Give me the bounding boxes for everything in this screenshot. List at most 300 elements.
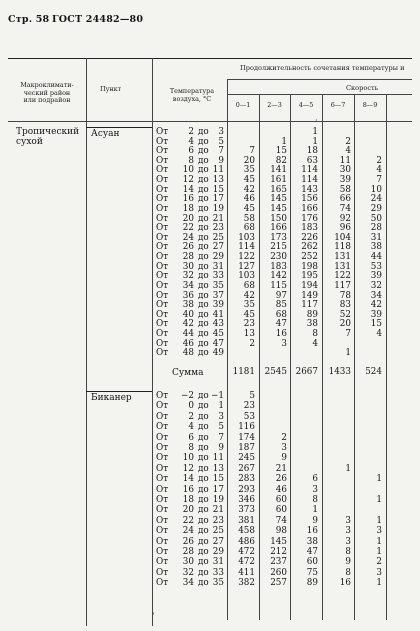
cell-value: 257 — [270, 578, 287, 589]
cell-value: 381 — [238, 515, 255, 526]
cell-value: 3 — [376, 526, 382, 537]
sum-value: 2667 — [295, 367, 318, 377]
cell-value: 1 — [312, 136, 318, 147]
cell-value: 34 — [370, 290, 382, 301]
cell-value: 50 — [370, 213, 382, 224]
table-row — [0, 205, 420, 215]
range-to: 21 — [212, 505, 224, 516]
table-row — [0, 423, 420, 433]
range-prefix: От — [156, 338, 169, 349]
range-prefix: От — [156, 175, 169, 186]
cell-value: 145 — [270, 203, 287, 214]
header-point: Пункт — [100, 85, 122, 93]
range-from: 42 — [182, 319, 194, 330]
header-speed: Скорость — [346, 84, 379, 92]
cell-value: 39 — [339, 175, 351, 186]
range-to: 29 — [212, 547, 224, 557]
cell-value: 13 — [243, 329, 255, 340]
range-from: 46 — [182, 338, 194, 349]
range-sep: до — [198, 338, 209, 349]
range-sep: до — [198, 411, 209, 422]
cell-value: 103 — [238, 271, 255, 282]
cell-value: 141 — [270, 165, 287, 176]
cell-value: 47 — [306, 547, 318, 557]
range-sep: до — [198, 155, 209, 166]
cell-value: 26 — [275, 474, 287, 485]
cell-value: 7 — [376, 175, 382, 186]
range-sep: до — [198, 463, 209, 474]
cell-value: 52 — [339, 309, 351, 320]
range-sep: до — [198, 165, 209, 176]
cell-value: 2 — [249, 338, 255, 349]
table-row — [0, 475, 420, 485]
cell-value: 194 — [301, 280, 318, 291]
cell-value: 115 — [270, 280, 287, 291]
range-sep: до — [198, 348, 209, 359]
cell-value: 122 — [238, 252, 255, 263]
cell-value: 45 — [243, 175, 255, 186]
range-from: 2 — [188, 127, 194, 137]
range-from: 34 — [182, 280, 194, 291]
table-row — [0, 301, 420, 311]
range-prefix: От — [156, 453, 169, 464]
range-from: 16 — [182, 194, 194, 205]
range-to: 15 — [212, 474, 224, 485]
cell-value: 85 — [275, 300, 287, 311]
table-row — [0, 465, 420, 475]
table-row — [0, 166, 420, 176]
cell-value: 230 — [270, 252, 287, 263]
cell-value: 15 — [275, 146, 287, 157]
range-to: 11 — [212, 453, 224, 464]
cell-value: 39 — [370, 309, 382, 320]
range-sep: до — [198, 432, 209, 443]
range-prefix: От — [156, 329, 169, 340]
cell-value: 58 — [243, 213, 255, 224]
range-sep: до — [198, 280, 209, 291]
cell-value: 4 — [376, 329, 382, 340]
range-to: 35 — [212, 280, 224, 291]
range-prefix: От — [156, 300, 169, 311]
range-prefix: От — [156, 309, 169, 320]
cell-value: 9 — [281, 453, 287, 464]
cell-value: 3 — [345, 515, 351, 526]
table-row — [0, 195, 420, 205]
table-row — [0, 548, 420, 558]
table-row — [0, 234, 420, 244]
table-row — [0, 176, 420, 186]
cell-value: 458 — [238, 526, 255, 537]
cell-value: 1 — [376, 515, 382, 526]
range-prefix: От — [156, 578, 169, 589]
table-row — [0, 272, 420, 282]
range-prefix: От — [156, 280, 169, 291]
table-row — [0, 263, 420, 273]
cell-value: 117 — [334, 280, 351, 291]
cell-value: 16 — [306, 526, 318, 537]
range-sep: до — [198, 203, 209, 214]
cell-value: 96 — [339, 223, 351, 234]
cell-value: 245 — [238, 453, 255, 464]
cell-value: 1 — [281, 136, 287, 147]
range-to: 3 — [218, 127, 224, 137]
range-to: 17 — [212, 484, 224, 495]
range-prefix: От — [156, 557, 169, 568]
cell-value: 9 — [345, 557, 351, 568]
sum-label: Сумма — [172, 368, 204, 378]
range-from: 48 — [182, 348, 194, 359]
cell-value: 8 — [345, 567, 351, 578]
range-sep: до — [198, 271, 209, 282]
cell-value: 78 — [339, 290, 351, 301]
table-row — [0, 413, 420, 423]
sum-value: 1181 — [232, 367, 255, 377]
range-prefix: От — [156, 165, 169, 176]
table-row — [0, 444, 420, 454]
range-to: 1 — [218, 401, 224, 412]
range-sep: до — [198, 146, 209, 157]
cell-value: 42 — [243, 184, 255, 195]
cell-value: 89 — [306, 578, 318, 589]
range-from: 32 — [182, 567, 194, 578]
table-row — [0, 215, 420, 225]
range-prefix: От — [156, 505, 169, 516]
range-to: 27 — [212, 242, 224, 253]
cell-value: 8 — [312, 495, 318, 505]
range-prefix: От — [156, 484, 169, 495]
cell-value: 1 — [345, 463, 351, 474]
range-to: 39 — [212, 300, 224, 311]
cell-value: 2 — [376, 155, 382, 166]
point-bikaner: Биканер — [91, 393, 132, 403]
cell-value: 1 — [312, 505, 318, 516]
range-prefix: От — [156, 290, 169, 301]
cell-value: 166 — [301, 203, 318, 214]
range-prefix: От — [156, 495, 169, 505]
cell-value: 117 — [301, 300, 318, 311]
table-row — [0, 486, 420, 496]
range-to: 7 — [218, 146, 224, 157]
table-row — [0, 569, 420, 579]
table-row — [0, 527, 420, 537]
range-prefix: От — [156, 401, 169, 412]
range-to: 37 — [212, 290, 224, 301]
cell-value: 7 — [249, 146, 255, 157]
cell-value: 16 — [339, 578, 351, 589]
cell-value: 150 — [270, 213, 287, 224]
cell-value: 131 — [334, 261, 351, 272]
cell-value: 23 — [243, 319, 255, 330]
range-prefix: От — [156, 261, 169, 272]
cell-value: 156 — [301, 194, 318, 205]
cell-value: 35 — [243, 300, 255, 311]
cell-value: 24 — [370, 194, 382, 205]
range-prefix: От — [156, 463, 169, 474]
range-prefix: От — [156, 223, 169, 234]
cell-value: 103 — [238, 232, 255, 243]
cell-value: 346 — [238, 495, 255, 505]
cell-value: 21 — [275, 463, 287, 474]
range-from: 14 — [182, 474, 194, 485]
cell-value: 183 — [301, 223, 318, 234]
cell-value: 173 — [270, 232, 287, 243]
cell-value: 195 — [301, 271, 318, 282]
range-sep: до — [198, 329, 209, 340]
cell-value: 29 — [370, 203, 382, 214]
cell-value: 8 — [312, 329, 318, 340]
range-from: 2 — [188, 411, 194, 422]
cell-value: 16 — [275, 329, 287, 340]
range-sep: до — [198, 474, 209, 485]
cell-value: 6 — [312, 474, 318, 485]
page-number: Стр. 58 — [8, 14, 50, 25]
range-to: 23 — [212, 515, 224, 526]
table-row — [0, 506, 420, 516]
cell-value: 46 — [243, 194, 255, 205]
range-prefix: От — [156, 422, 169, 433]
cell-value: 7 — [345, 329, 351, 340]
cell-value: 74 — [339, 203, 351, 214]
header-rule-duration — [227, 79, 412, 80]
cell-value: 60 — [306, 557, 318, 568]
range-prefix: От — [156, 515, 169, 526]
cell-value: 35 — [243, 165, 255, 176]
range-sep: до — [198, 391, 209, 401]
range-sep: до — [198, 557, 209, 568]
cell-value: 252 — [301, 252, 318, 263]
cell-value: 23 — [243, 401, 255, 412]
range-to: 47 — [212, 338, 224, 349]
table-row — [0, 128, 420, 138]
cell-value: 1 — [376, 474, 382, 485]
cell-value: 145 — [270, 536, 287, 547]
cell-value: 83 — [339, 300, 351, 311]
range-from: 4 — [188, 136, 194, 147]
cell-value: 149 — [301, 290, 318, 301]
table-row — [0, 402, 420, 412]
cell-value: 472 — [238, 557, 255, 568]
range-prefix: От — [156, 319, 169, 330]
range-prefix: От — [156, 136, 169, 147]
range-from: 6 — [188, 146, 194, 157]
table-row — [0, 243, 420, 253]
cell-value: 28 — [370, 223, 382, 234]
range-to: −1 — [211, 391, 224, 401]
range-from: 32 — [182, 271, 194, 282]
range-to: 21 — [212, 213, 224, 224]
table-row — [0, 147, 420, 157]
cell-value: 2 — [281, 432, 287, 443]
cell-value: 60 — [275, 505, 287, 516]
range-from: 22 — [182, 223, 194, 234]
range-from: −2 — [181, 391, 194, 401]
range-to: 31 — [212, 557, 224, 568]
cell-value: 4 — [376, 165, 382, 176]
range-from: 20 — [182, 213, 194, 224]
range-prefix: От — [156, 194, 169, 205]
range-sep: до — [198, 242, 209, 253]
range-from: 6 — [188, 432, 194, 443]
range-from: 12 — [182, 175, 194, 186]
range-from: 20 — [182, 505, 194, 516]
range-to: 9 — [218, 443, 224, 453]
range-from: 16 — [182, 484, 194, 495]
range-prefix: От — [156, 443, 169, 453]
table-row — [0, 558, 420, 568]
cell-value: 20 — [243, 155, 255, 166]
cell-value: 3 — [345, 536, 351, 547]
cell-value: 161 — [270, 175, 287, 186]
cell-value: 122 — [334, 271, 351, 282]
cell-value: 11 — [339, 155, 351, 166]
cell-value: 215 — [270, 242, 287, 253]
range-prefix: От — [156, 432, 169, 443]
range-to: 45 — [212, 329, 224, 340]
range-sep: до — [198, 567, 209, 578]
cell-value: 1 — [376, 578, 382, 589]
cell-value: 53 — [370, 261, 382, 272]
cell-value: 114 — [301, 175, 318, 186]
cell-value: 97 — [275, 290, 287, 301]
cell-value: 68 — [275, 309, 287, 320]
range-prefix: От — [156, 184, 169, 195]
speed-bin-label: 6—7 — [330, 101, 346, 109]
range-from: 28 — [182, 252, 194, 263]
standard-code: ГОСТ 24482—80 — [52, 14, 144, 25]
cell-value: 18 — [306, 146, 318, 157]
cell-value: 198 — [301, 261, 318, 272]
range-from: 12 — [182, 463, 194, 474]
cell-value: 166 — [270, 223, 287, 234]
table-row — [0, 186, 420, 196]
range-sep: до — [198, 232, 209, 243]
range-from: 14 — [182, 184, 194, 195]
table-row — [0, 292, 420, 302]
table-row — [0, 138, 420, 148]
cell-value: 66 — [339, 194, 351, 205]
range-to: 17 — [212, 194, 224, 205]
range-prefix: От — [156, 127, 169, 137]
range-to: 49 — [212, 348, 224, 359]
range-from: 40 — [182, 309, 194, 320]
range-from: 24 — [182, 526, 194, 537]
range-sep: до — [198, 213, 209, 224]
cell-value: 1 — [312, 127, 318, 137]
cell-value: 98 — [275, 526, 287, 537]
range-prefix: От — [156, 526, 169, 537]
range-sep: до — [198, 422, 209, 433]
range-prefix: От — [156, 391, 169, 401]
range-prefix: От — [156, 242, 169, 253]
cell-value: 92 — [339, 213, 351, 224]
range-to: 3 — [218, 411, 224, 422]
cell-value: 187 — [238, 443, 255, 453]
cell-value: 373 — [238, 505, 255, 516]
cell-value: 4 — [345, 146, 351, 157]
cell-value: 60 — [275, 495, 287, 505]
range-prefix: От — [156, 155, 169, 166]
range-sep: до — [198, 252, 209, 263]
table-row — [0, 454, 420, 464]
cell-value: 283 — [238, 474, 255, 485]
cell-value: 212 — [270, 547, 287, 557]
range-sep: до — [198, 184, 209, 195]
range-sep: до — [198, 127, 209, 137]
range-prefix: От — [156, 348, 169, 359]
range-from: 24 — [182, 232, 194, 243]
cell-value: 42 — [370, 300, 382, 311]
range-to: 27 — [212, 536, 224, 547]
cell-value: 20 — [339, 319, 351, 330]
cell-value: 260 — [270, 567, 287, 578]
range-from: 18 — [182, 203, 194, 214]
range-sep: до — [198, 401, 209, 412]
cell-value: 30 — [339, 165, 351, 176]
range-sep: до — [198, 578, 209, 589]
range-to: 31 — [212, 261, 224, 272]
header-bottom-rule — [8, 121, 412, 122]
range-prefix: От — [156, 252, 169, 263]
scan-mark: ʼ — [152, 612, 155, 621]
range-to: 33 — [212, 271, 224, 282]
cell-value: 42 — [243, 290, 255, 301]
table-row — [0, 224, 420, 234]
cell-value: 45 — [243, 203, 255, 214]
table-row — [0, 349, 420, 359]
cell-value: 174 — [238, 432, 255, 443]
range-from: 8 — [188, 155, 194, 166]
cell-value: 3 — [376, 567, 382, 578]
cell-value: 237 — [270, 557, 287, 568]
cell-value: 89 — [306, 309, 318, 320]
range-to: 19 — [212, 495, 224, 505]
cell-value: 3 — [345, 526, 351, 537]
range-to: 13 — [212, 175, 224, 186]
table-row — [0, 282, 420, 292]
cell-value: 9 — [312, 515, 318, 526]
range-from: 44 — [182, 329, 194, 340]
range-to: 41 — [212, 309, 224, 320]
range-sep: до — [198, 261, 209, 272]
cell-value: 5 — [249, 391, 255, 401]
range-sep: до — [198, 453, 209, 464]
range-sep: до — [198, 484, 209, 495]
range-sep: до — [198, 136, 209, 147]
range-to: 11 — [212, 165, 224, 176]
range-sep: до — [198, 526, 209, 537]
range-sep: до — [198, 443, 209, 453]
cell-value: 165 — [270, 184, 287, 195]
cell-value: 39 — [370, 271, 382, 282]
speed-bin-label: 0—1 — [235, 101, 251, 109]
range-from: 30 — [182, 261, 194, 272]
range-sep: до — [198, 515, 209, 526]
range-prefix: От — [156, 146, 169, 157]
range-from: 34 — [182, 578, 194, 589]
table-row — [0, 311, 420, 321]
range-sep: до — [198, 175, 209, 186]
cell-value: 1 — [345, 348, 351, 359]
range-from: 10 — [182, 165, 194, 176]
range-from: 18 — [182, 495, 194, 505]
range-sep: до — [198, 495, 209, 505]
cell-value: 1 — [376, 495, 382, 505]
cell-value: 32 — [370, 280, 382, 291]
range-from: 38 — [182, 300, 194, 311]
speed-bin-label: 2—3 — [267, 101, 282, 109]
table-row — [0, 434, 420, 444]
sum-value: 524 — [365, 367, 382, 377]
